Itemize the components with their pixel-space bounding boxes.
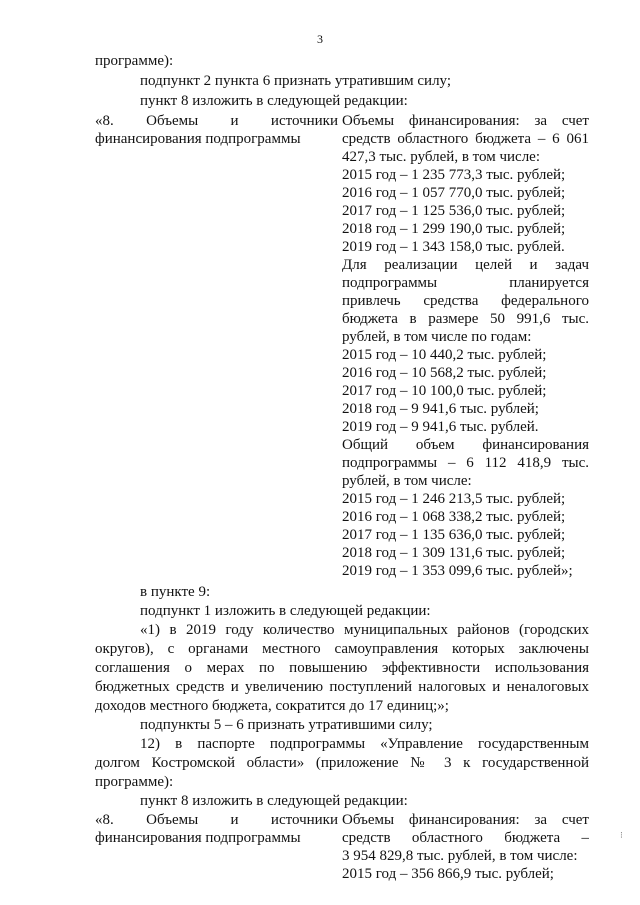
- table1-label-line2: финансирования подпрограммы: [95, 131, 301, 147]
- text-line: бюджетных средств и увеличению поступлений налоговых и неналоговых: [95, 679, 589, 695]
- table1-row: 2016 год – 1 068 338,2 тыс. рублей;: [342, 509, 566, 525]
- table1-row: подпрограммы планируется: [342, 275, 589, 291]
- table1-row: 2018 год – 1 299 190,0 тыс. рублей;: [342, 221, 566, 237]
- table1-content: [342, 112, 589, 580]
- table1-row: Объемы финансирования: за счет: [342, 113, 589, 129]
- text-line: соглашения о мерах по повышению эффективности использования: [95, 660, 589, 676]
- table2-label-line1: «8. Объемы и источники: [95, 812, 338, 828]
- table1-row: подпрограммы – 6 112 418,9 тыс.: [342, 455, 589, 471]
- table1-row: средств областного бюджета – 6 061: [342, 131, 589, 147]
- table1-row: 2019 год – 9 941,6 тыс. рублей.: [342, 419, 539, 435]
- table1-label-line1: «8. Объемы и источники: [95, 113, 338, 129]
- text-line: «1) в 2019 году количество муниципальных районов (городских: [140, 622, 589, 638]
- text-line: в пункте 9:: [140, 584, 211, 600]
- table1-row: 2018 год – 9 941,6 тыс. рублей;: [342, 401, 539, 417]
- table1-row: рублей, в том числе:: [342, 473, 472, 489]
- table2-label-line2: финансирования подпрограммы: [95, 830, 301, 846]
- text-line: округов), с органами местного самоуправления которых заключены: [95, 641, 589, 657]
- table1-row: привлечь средства федерального: [342, 293, 589, 309]
- table1-row: 2018 год – 1 309 131,6 тыс. рублей;: [342, 545, 566, 561]
- text-line: пункт 8 изложить в следующей редакции:: [140, 793, 408, 809]
- text-line: программе):: [95, 53, 174, 69]
- table1-row: 2015 год – 10 440,2 тыс. рублей;: [342, 347, 547, 363]
- text-line: подпункт 1 изложить в следующей редакции:: [140, 603, 431, 619]
- table1-row: рублей, в том числе по годам:: [342, 329, 532, 345]
- table2-label: [95, 811, 338, 847]
- text-line: долгом Костромской области» (приложение № 3 к государственной: [95, 755, 589, 771]
- table1-row: 2016 год – 1 057 770,0 тыс. рублей;: [342, 185, 566, 201]
- table1-row: 2017 год – 1 135 636,0 тыс. рублей;: [342, 527, 566, 543]
- text-line: подпункты 5 – 6 признать утратившими силу;: [140, 717, 433, 733]
- table1-row: 2016 год – 10 568,2 тыс. рублей;: [342, 365, 547, 381]
- text-line: подпункт 2 пункта 6 признать утратившим силу;: [140, 73, 452, 89]
- text-line: 12) в паспорте подпрограммы «Управление государственным: [140, 736, 589, 752]
- table2-row: Объемы финансирования: за счет: [342, 812, 589, 828]
- table1-row: Общий объем финансирования: [342, 437, 589, 453]
- table2-row: 2015 год – 356 866,9 тыс. рублей;: [342, 866, 554, 882]
- table1-row: 2015 год – 1 246 213,5 тыс. рублей;: [342, 491, 566, 507]
- table2-row: 3 954 829,8 тыс. рублей, в том числе:: [342, 848, 578, 864]
- table1-row: Для реализации целей и задач: [342, 257, 589, 273]
- table1-row: 2019 год – 1 353 099,6 тыс. рублей»;: [342, 563, 573, 579]
- table1-row: 2015 год – 1 235 773,3 тыс. рублей;: [342, 167, 566, 183]
- table1-row: 427,3 тыс. рублей, в том числе:: [342, 149, 541, 165]
- table1-row: 2019 год – 1 343 158,0 тыс. рублей.: [342, 239, 565, 255]
- table2-content: [342, 811, 589, 883]
- table1-row: 2017 год – 1 125 536,0 тыс. рублей;: [342, 203, 566, 219]
- text-line: программе):: [95, 774, 174, 790]
- table1-row: 2017 год – 10 100,0 тыс. рублей;: [342, 383, 547, 399]
- table1-row: бюджета в размере 50 991,6 тыс.: [342, 311, 589, 327]
- table2-row: средств областного бюджета –: [342, 830, 589, 846]
- text-line: пункт 8 изложить в следующей редакции:: [140, 93, 408, 109]
- scan-mark: ⁝: [620, 830, 623, 840]
- table1-label: [95, 112, 338, 148]
- page-number: 3: [317, 32, 323, 46]
- text-line: доходов местного бюджета, сократится до 17 единиц;»;: [95, 698, 449, 714]
